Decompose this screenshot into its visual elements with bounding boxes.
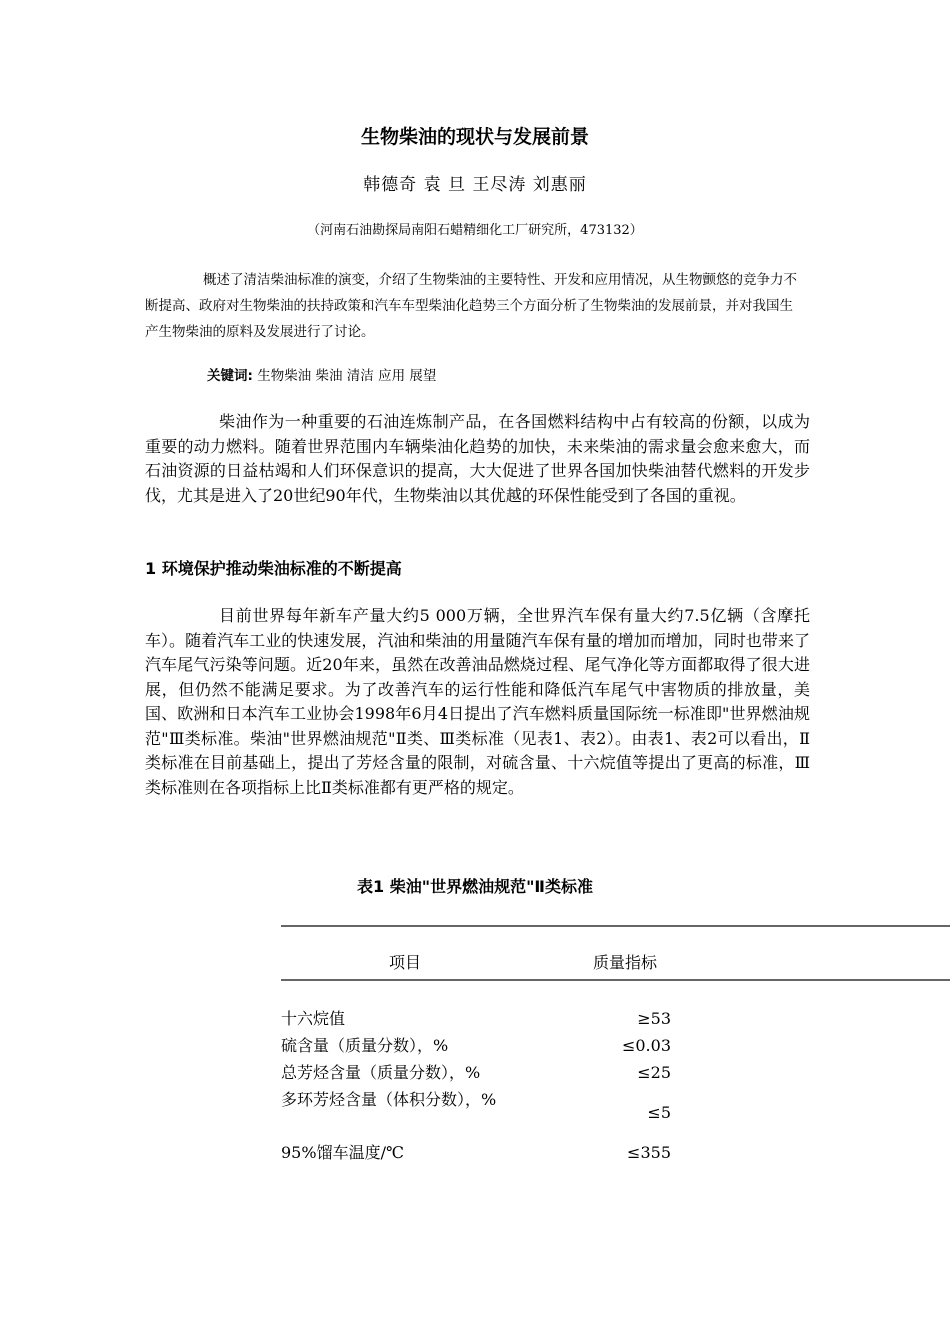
table-cell-item: 多环芳烃含量（体积分数），% [281, 1090, 497, 1109]
table-header-value: 质量指标 [593, 953, 658, 972]
keywords-list: 生物柴油 柴油 清洁 应用 展望 [252, 368, 437, 384]
body-paragraph-1: 柴油作为一种重要的石油连炼制产品，在各国燃料结构中占有较高的份额，以成为重要的动力燃料。随着世界范围内车辆柴油化趋势的加快，未来柴油的需求量会愈来愈大，而石油资源的日益枯竭和人们环保意识的提高，大大促进了世界各国加快柴油替代燃料的开发步伐，尤其是进入了20世纪90年代，生物柴油以其优越的环保性能受到了各国的重视。 [145, 412, 810, 505]
section-1-heading: 1 环境保护推动柴油标准的不断提高 [145, 559, 402, 578]
table-cell-value: ≤5 [647, 1103, 671, 1122]
table-cell-value: ≤0.03 [621, 1036, 671, 1055]
table-header-item: 项目 [389, 953, 422, 972]
table-cell-value: ≤355 [627, 1143, 671, 1162]
keywords-line [207, 365, 436, 387]
table-cell-item: 总芳烃含量（质量分数），% [281, 1063, 481, 1082]
table-cell-item: 十六烷值 [281, 1009, 346, 1028]
table-top-rule [281, 925, 950, 927]
paper-title: 生物柴油的现状与发展前景 [360, 126, 589, 148]
body-paragraph-2: 目前世界每年新车产量大约5 000万辆，全世界汽车保有量大约7.5亿辆（含摩托车）。随着汽车工业的快速发展，汽油和柴油的用量随汽车保有量的增加而增加，同时也带来了汽车尾气污染等问题。近20年来，虽然在改善油品燃烧过程、尾气净化等方面都取得了很大进展，但仍然不能满足要求。为了改善汽车的运行性能和降低汽车尾气中害物质的排放量，美国、欧洲和日本汽车工业协会1998年6月4日提出了汽车燃料质量国际统一标准即"世界燃油规范"Ⅲ类标准。柴油"世界燃油规范"Ⅱ类、Ⅲ类标准（见表1、表2）。由表1、表2可以看出，Ⅱ类标准在目前基础上，提出了芳烃含量的限制，对硫含量、十六烷值等提出了更高的标准，Ⅲ类标准则在各项指标上比Ⅱ类标准都有更严格的规定。 [145, 606, 810, 797]
table-header-rule [281, 979, 950, 981]
table-cell-item: 95%馏车温度/℃ [281, 1143, 404, 1162]
table-row [281, 1060, 671, 1086]
paper-authors: 韩德奇 袁 旦 王尽涛 刘惠丽 [363, 175, 587, 195]
paper-affiliation: （河南石油勘探局南阳石蜡精细化工厂研究所，473132） [307, 223, 643, 238]
keywords-label: 关键词: [207, 368, 253, 384]
table-row [281, 1140, 671, 1166]
table-cell-value: ≤25 [637, 1063, 671, 1082]
abstract: 概述了清洁柴油标准的演变，介绍了生物柴油的主要特性、开发和应用情况，从生物颤悠的竞争力不断提高、政府对生物柴油的扶持政策和汽车车型柴油化趋势三个方面分析了生物柴油的发展前景，并对我国生产生物柴油的原料及发展进行了讨论。 [145, 272, 797, 340]
table-row [281, 1006, 671, 1032]
table-cell-item: 硫含量（质量分数），% [281, 1036, 449, 1055]
table-1-title: 表1 柴油"世界燃油规范"Ⅱ类标准 [357, 877, 593, 896]
table-row [281, 1087, 671, 1139]
table-row [281, 1033, 671, 1059]
table-cell-value: ≥53 [637, 1009, 671, 1028]
